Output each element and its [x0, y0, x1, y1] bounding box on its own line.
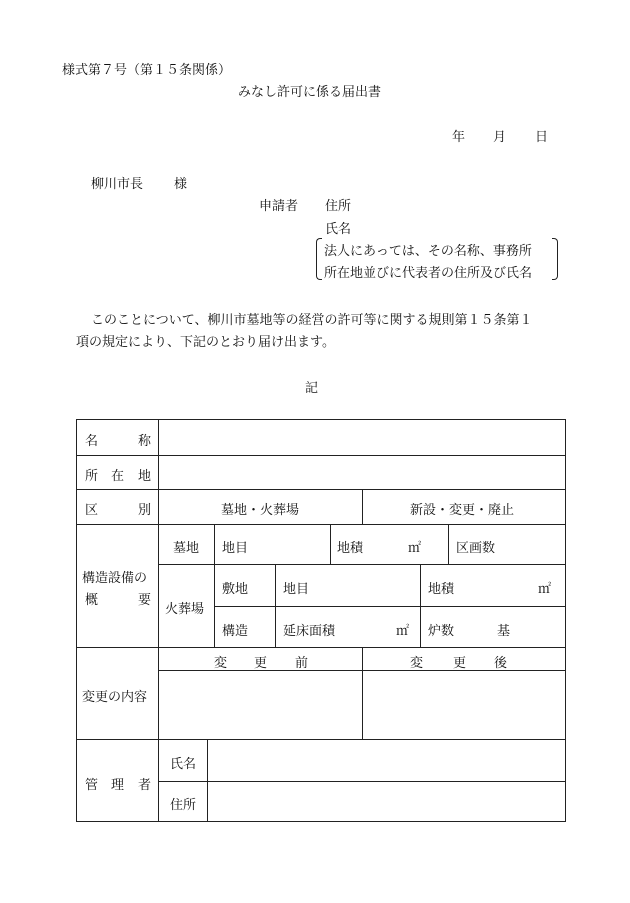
label-structure-line1: 構造設備の — [82, 571, 148, 586]
label-crematorium: 火葬場 — [165, 602, 205, 617]
label-manager-3: 者 — [138, 778, 152, 793]
label-location-2: 在 — [111, 469, 125, 484]
label-after-1: 変 — [410, 656, 424, 671]
label-before-3: 前 — [295, 656, 309, 671]
date-month: 月 — [493, 130, 507, 145]
label-crem-chiseki: 地積 — [428, 582, 455, 597]
addressee-name: 柳川市長 — [91, 177, 144, 192]
label-crem-m2: ㎡ — [538, 582, 552, 597]
corporate-note-line1: 法人にあっては、その名称、事務所 — [324, 244, 532, 259]
manager-name-input-cell[interactable] — [208, 740, 565, 781]
label-change-content: 変更の内容 — [82, 690, 148, 705]
label-cemetery-m2: ㎡ — [408, 541, 422, 556]
label-after-3: 後 — [494, 656, 508, 671]
body-text-line1: このことについて、柳川市墓地等の経営の許可等に関する規則第１５条第１ — [91, 313, 533, 328]
label-manager-address: 住所 — [170, 798, 197, 813]
corporate-note-line2: 所在地並びに代表者の住所及び氏名 — [324, 266, 533, 281]
after-input-cell[interactable] — [363, 671, 565, 739]
label-cemetery-chiseki: 地積 — [337, 541, 364, 556]
label-before-1: 変 — [214, 656, 228, 671]
addressee-honorific: 様 — [174, 177, 188, 192]
label-cemetery-kukakusu: 区画数 — [456, 541, 496, 556]
label-before-2: 更 — [254, 656, 268, 671]
label-name-1: 名 — [85, 434, 99, 449]
applicant-address-label: 住所 — [325, 199, 352, 214]
document-title: みなし許可に係る届出書 — [238, 85, 382, 100]
before-input-cell[interactable] — [159, 671, 362, 739]
label-manager-name: 氏名 — [170, 757, 197, 772]
label-location-3: 地 — [138, 469, 152, 484]
label-structure-line2b: 要 — [138, 593, 152, 608]
label-manager-1: 管 — [85, 778, 99, 793]
label-manager-2: 理 — [111, 778, 125, 793]
label-crem-chimoku: 地目 — [283, 582, 310, 597]
label-category-1: 区 — [85, 503, 99, 518]
label-after-2: 更 — [453, 656, 467, 671]
category-facility-options[interactable]: 墓地・火葬場 — [221, 503, 300, 518]
label-cemetery: 墓地 — [173, 541, 200, 556]
label-nobeyuka-m2: ㎡ — [396, 624, 410, 639]
category-type-options[interactable]: 新設・変更・廃止 — [410, 503, 515, 518]
label-rosu: 炉数 — [428, 624, 455, 639]
label-name-2: 称 — [138, 434, 152, 449]
applicant-label: 申請者 — [259, 199, 299, 214]
label-location-1: 所 — [85, 469, 99, 484]
name-input-cell[interactable] — [159, 420, 565, 455]
label-ki-unit: 基 — [497, 624, 511, 639]
label-nobeyuka: 延床面積 — [283, 624, 336, 639]
manager-address-input-cell[interactable] — [208, 782, 565, 821]
label-category-2: 別 — [138, 503, 152, 518]
label-kozo: 構造 — [222, 624, 249, 639]
location-input-cell[interactable] — [159, 456, 565, 489]
date-day: 日 — [535, 130, 549, 145]
form-number: 様式第７号（第１５条関係） — [62, 63, 232, 78]
label-structure-line2a: 概 — [85, 593, 99, 608]
label-shikichi: 敷地 — [222, 582, 249, 597]
applicant-name-label: 氏名 — [325, 222, 352, 237]
label-cemetery-chimoku: 地目 — [222, 541, 249, 556]
date-year: 年 — [452, 130, 466, 145]
ki-heading: 記 — [305, 381, 319, 396]
body-text-line2: 項の規定により、下記のとおり届け出ます。 — [76, 335, 335, 350]
